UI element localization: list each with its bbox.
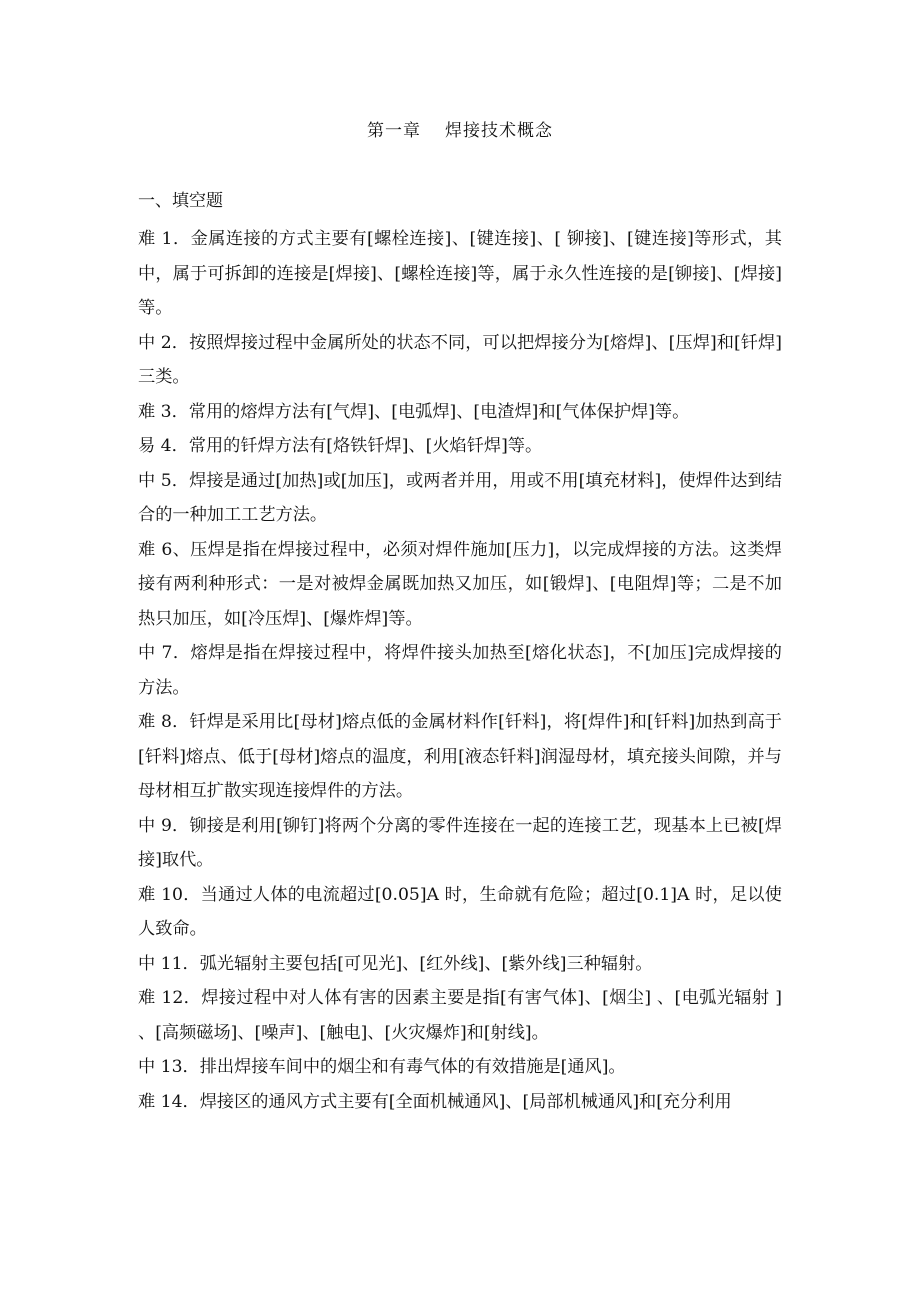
question-item: 易 4．常用的钎焊方法有[烙铁钎焊]、[火焰钎焊]等。 <box>138 436 543 456</box>
question-item: 难 6、压焊是指在焊接过程中，必须对焊件施加[压力]，以完成焊接的方法。这类焊接有两利种形式：一是对被焊金属既加热又加压，如[锻焊]、[电阻焊]等；二是不加热只加压，如[冷压焊]、[爆炸焊]等。 <box>138 539 782 629</box>
question-item: 难 10．当通过人体的电流超过[0.05]A 时，生命就有危险；超过[0.1]A 时，足以使人致命。 <box>138 884 782 939</box>
chapter-name: 焊接技术概念 <box>445 121 553 141</box>
chapter-title <box>0 117 920 145</box>
question-list <box>138 222 782 1119</box>
question-item: 中 7．熔焊是指在焊接过程中，将焊件接头加热至[熔化状态]，不[加压]完成焊接的方法。 <box>138 643 782 698</box>
question-item: 难 12．焊接过程中对人体有害的因素主要是指[有害气体]、[烟尘] 、[电弧光辐射 ] 、[高频磁场]、[噪声]、[触电]、[火灾爆炸]和[射线]。 <box>138 988 782 1043</box>
question-item: 中 5．焊接是通过[加热]或[加压]，或两者并用，用或不用[填充材料]，使焊件达到结合的一种加工工艺方法。 <box>138 470 782 525</box>
question-item: 难 8．钎焊是采用比[母材]熔点低的金属材料作[钎料]，将[焊件]和[钎料]加热到高于[钎料]熔点、低于[母材]熔点的温度，利用[液态钎料]润湿母材，填充接头间隙，并与母材相互扩散实现连接焊件的方法。 <box>138 712 782 801</box>
question-item: 中 9．铆接是利用[铆钉]将两个分离的零件连接在一起的连接工艺，现基本上已被[焊接]取代。 <box>138 815 782 870</box>
question-item: 中 2．按照焊接过程中金属所处的状态不同，可以把焊接分为[熔焊]、[压焊]和[钎焊]三类。 <box>138 332 782 387</box>
question-item: 难 3．常用的熔焊方法有[气焊]、[电弧焊]、[电渣焊]和[气体保护焊]等。 <box>138 401 690 422</box>
question-item: 中 13．排出焊接车间中的烟尘和有毒气体的有效措施是[通风]。 <box>138 1057 626 1077</box>
question-item: 难 1．金属连接的方式主要有[螺栓连接]、[键连接]、[ 铆接]、[键连接]等形式，其中，属于可拆卸的连接是[焊接]、[螺栓连接]等，属于永久性连接的是[铆接]、[焊接]等。 <box>138 229 782 318</box>
question-item: 中 11．弧光辐射主要包括[可见光]、[红外线]、[紫外线]三种辐射。 <box>138 953 653 974</box>
question-item: 难 14．焊接区的通风方式主要有[全面机械通风]、[局部机械通风]和[充分利用 <box>138 1091 732 1112</box>
chapter-number: 第一章 <box>367 121 421 141</box>
section-heading: 一、填空题 <box>138 191 223 211</box>
